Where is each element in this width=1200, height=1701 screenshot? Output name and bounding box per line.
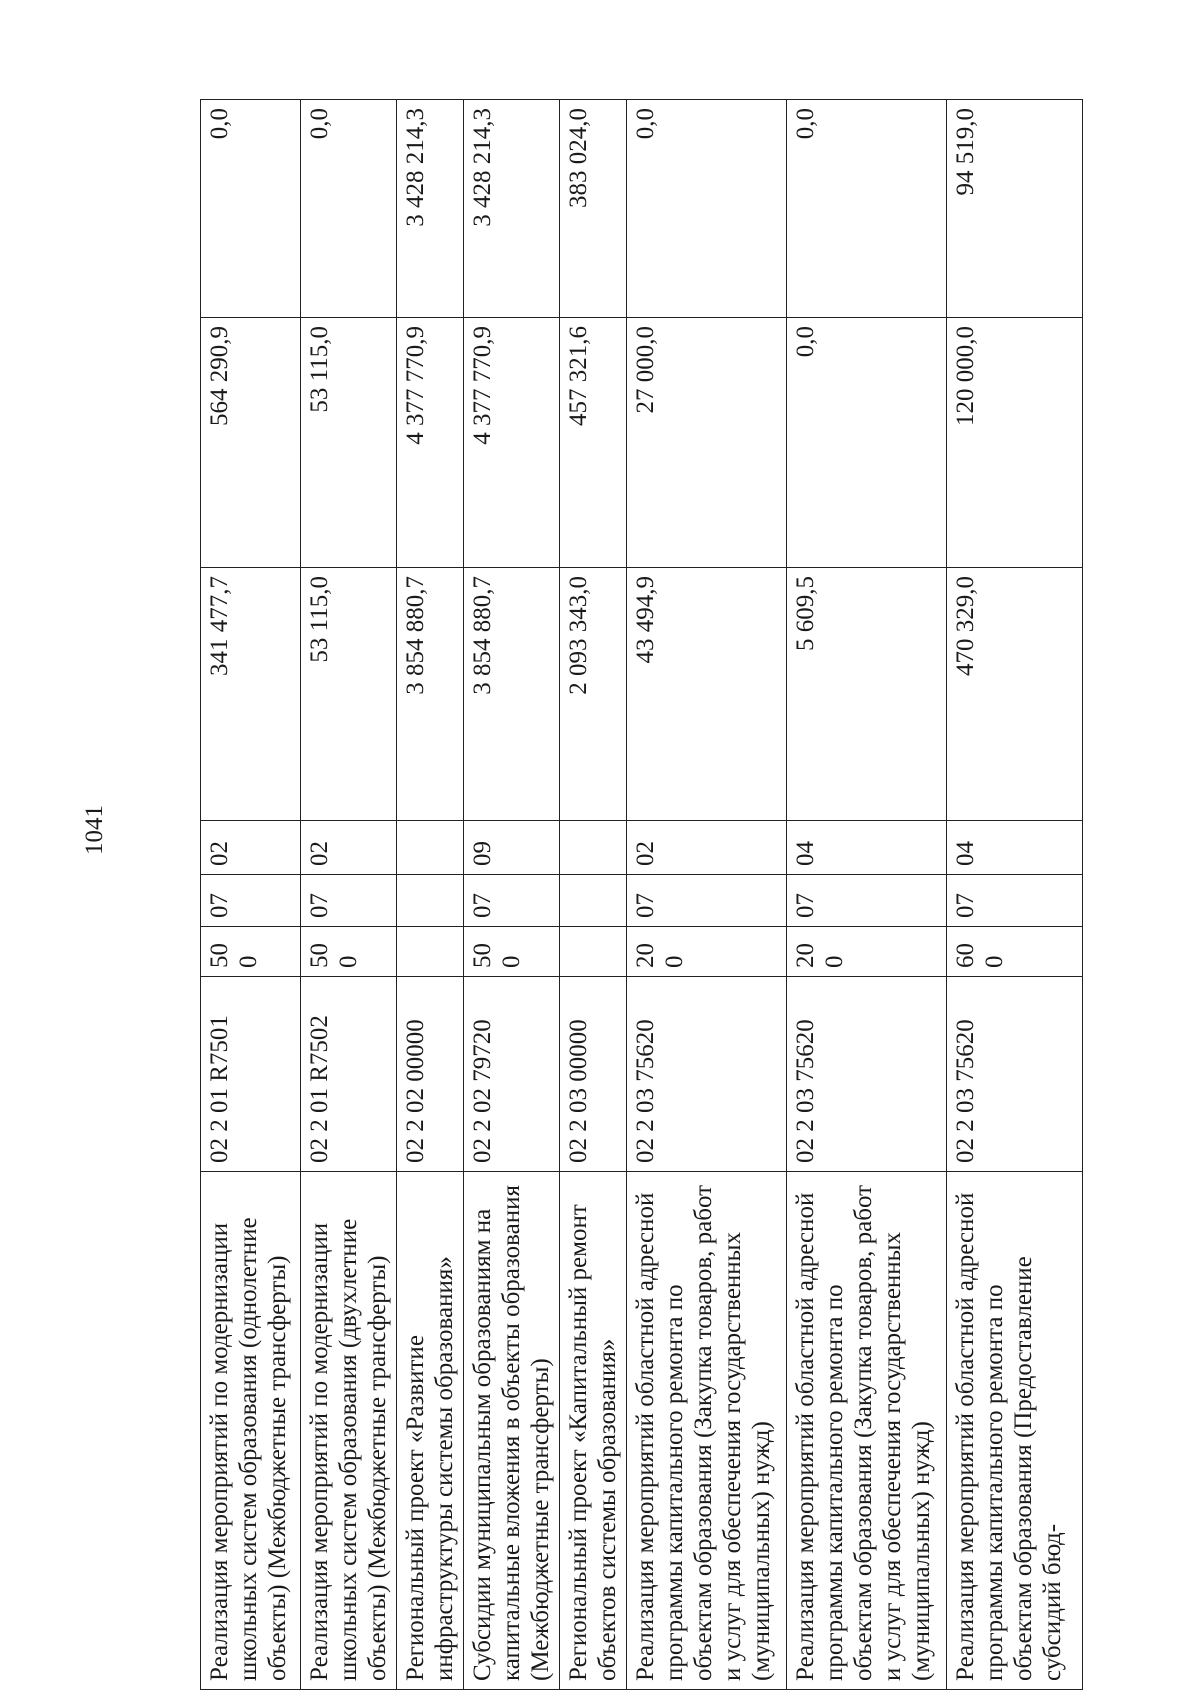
cell-value-1: 5 609,5 [787,568,947,821]
cell-value-3: 0,0 [627,100,787,318]
table-row [397,100,464,1690]
cell-value-1: 2 093 343,0 [560,568,627,821]
cell-pr: 09 [464,821,560,875]
page-number: 1041 [81,805,108,855]
cell-name: Региональный проект «Капитальный ремонт объектов системы образования» [560,1172,627,1690]
cell-rz: 07 [627,875,787,927]
cell-value-1: 341 477,7 [201,568,301,821]
cell-vr: 500 [301,927,397,977]
cell-value-2: 457 321,6 [560,318,627,568]
table-body [201,100,1083,1690]
table-row [560,100,627,1690]
cell-name: Субсидии муниципальным образованиям на капитальные вложения в объекты образования (Межбюджетные трансферты) [464,1172,560,1690]
cell-rz: 07 [201,875,301,927]
cell-value-2: 4 377 770,9 [464,318,560,568]
cell-pr [397,821,464,875]
cell-rz: 07 [787,875,947,927]
cell-rz: 07 [464,875,560,927]
cell-value-2: 27 000,0 [627,318,787,568]
table-row [947,100,1083,1690]
cell-code: 02 2 03 75620 [787,977,947,1172]
cell-vr: 200 [787,927,947,977]
table-row [464,100,560,1690]
cell-name: Реализация мероприятий по модернизации школьных систем образования (однолетние объекты) (Межбюджетные трансферты) [201,1172,301,1690]
cell-pr: 02 [301,821,397,875]
cell-value-2: 0,0 [787,318,947,568]
cell-vr: 500 [201,927,301,977]
cell-value-3: 383 024,0 [560,100,627,318]
table-row [787,100,947,1690]
cell-value-3: 94 519,0 [947,100,1083,318]
cell-vr: 600 [947,927,1083,977]
cell-value-1: 470 329,0 [947,568,1083,821]
cell-value-1: 43 494,9 [627,568,787,821]
cell-value-2: 4 377 770,9 [397,318,464,568]
cell-name: Реализация мероприятий по модернизации школьных систем образования (двухлетние объекты) (Межбюджетные трансферты) [301,1172,397,1690]
budget-table [200,99,1083,1690]
cell-vr: 200 [627,927,787,977]
cell-code: 02 2 02 79720 [464,977,560,1172]
cell-name: Реализация мероприятий областной адресной программы капитального ремонта по объектам образования (Предоставление субсидий бюд- [947,1172,1083,1690]
cell-name: Реализация мероприятий областной адресной программы капитального ремонта по объектам образования (Закупка товаров, работ и услуг для обеспечения государственных (муниципальных) нужд) [787,1172,947,1690]
table-row [627,100,787,1690]
cell-value-3: 0,0 [201,100,301,318]
cell-pr: 02 [627,821,787,875]
cell-vr [560,927,627,977]
cell-value-3: 3 428 214,3 [464,100,560,318]
cell-pr: 04 [787,821,947,875]
cell-rz [560,875,627,927]
cell-code: 02 2 03 75620 [947,977,1083,1172]
cell-value-2: 53 115,0 [301,318,397,568]
cell-vr [397,927,464,977]
cell-vr: 500 [464,927,560,977]
cell-name: Реализация мероприятий областной адресной программы капитального ремонта по объектам образования (Закупка товаров, работ и услуг для обеспечения государственных (муниципальных) нужд) [627,1172,787,1690]
cell-code: 02 2 03 00000 [560,977,627,1172]
cell-code: 02 2 01 R7501 [201,977,301,1172]
cell-code: 02 2 02 00000 [397,977,464,1172]
cell-value-1: 3 854 880,7 [464,568,560,821]
table-row [201,100,301,1690]
cell-value-2: 120 000,0 [947,318,1083,568]
cell-pr [560,821,627,875]
cell-value-3: 3 428 214,3 [397,100,464,318]
cell-value-3: 0,0 [787,100,947,318]
rotated-table-container [200,100,1080,1690]
cell-rz: 07 [947,875,1083,927]
cell-code: 02 2 01 R7502 [301,977,397,1172]
cell-code: 02 2 03 75620 [627,977,787,1172]
cell-value-2: 564 290,9 [201,318,301,568]
cell-value-1: 53 115,0 [301,568,397,821]
cell-value-1: 3 854 880,7 [397,568,464,821]
cell-value-3: 0,0 [301,100,397,318]
cell-pr: 04 [947,821,1083,875]
cell-rz: 07 [301,875,397,927]
cell-name: Региональный проект «Развитие инфраструктуры системы образования» [397,1172,464,1690]
table-row [301,100,397,1690]
cell-pr: 02 [201,821,301,875]
cell-rz [397,875,464,927]
